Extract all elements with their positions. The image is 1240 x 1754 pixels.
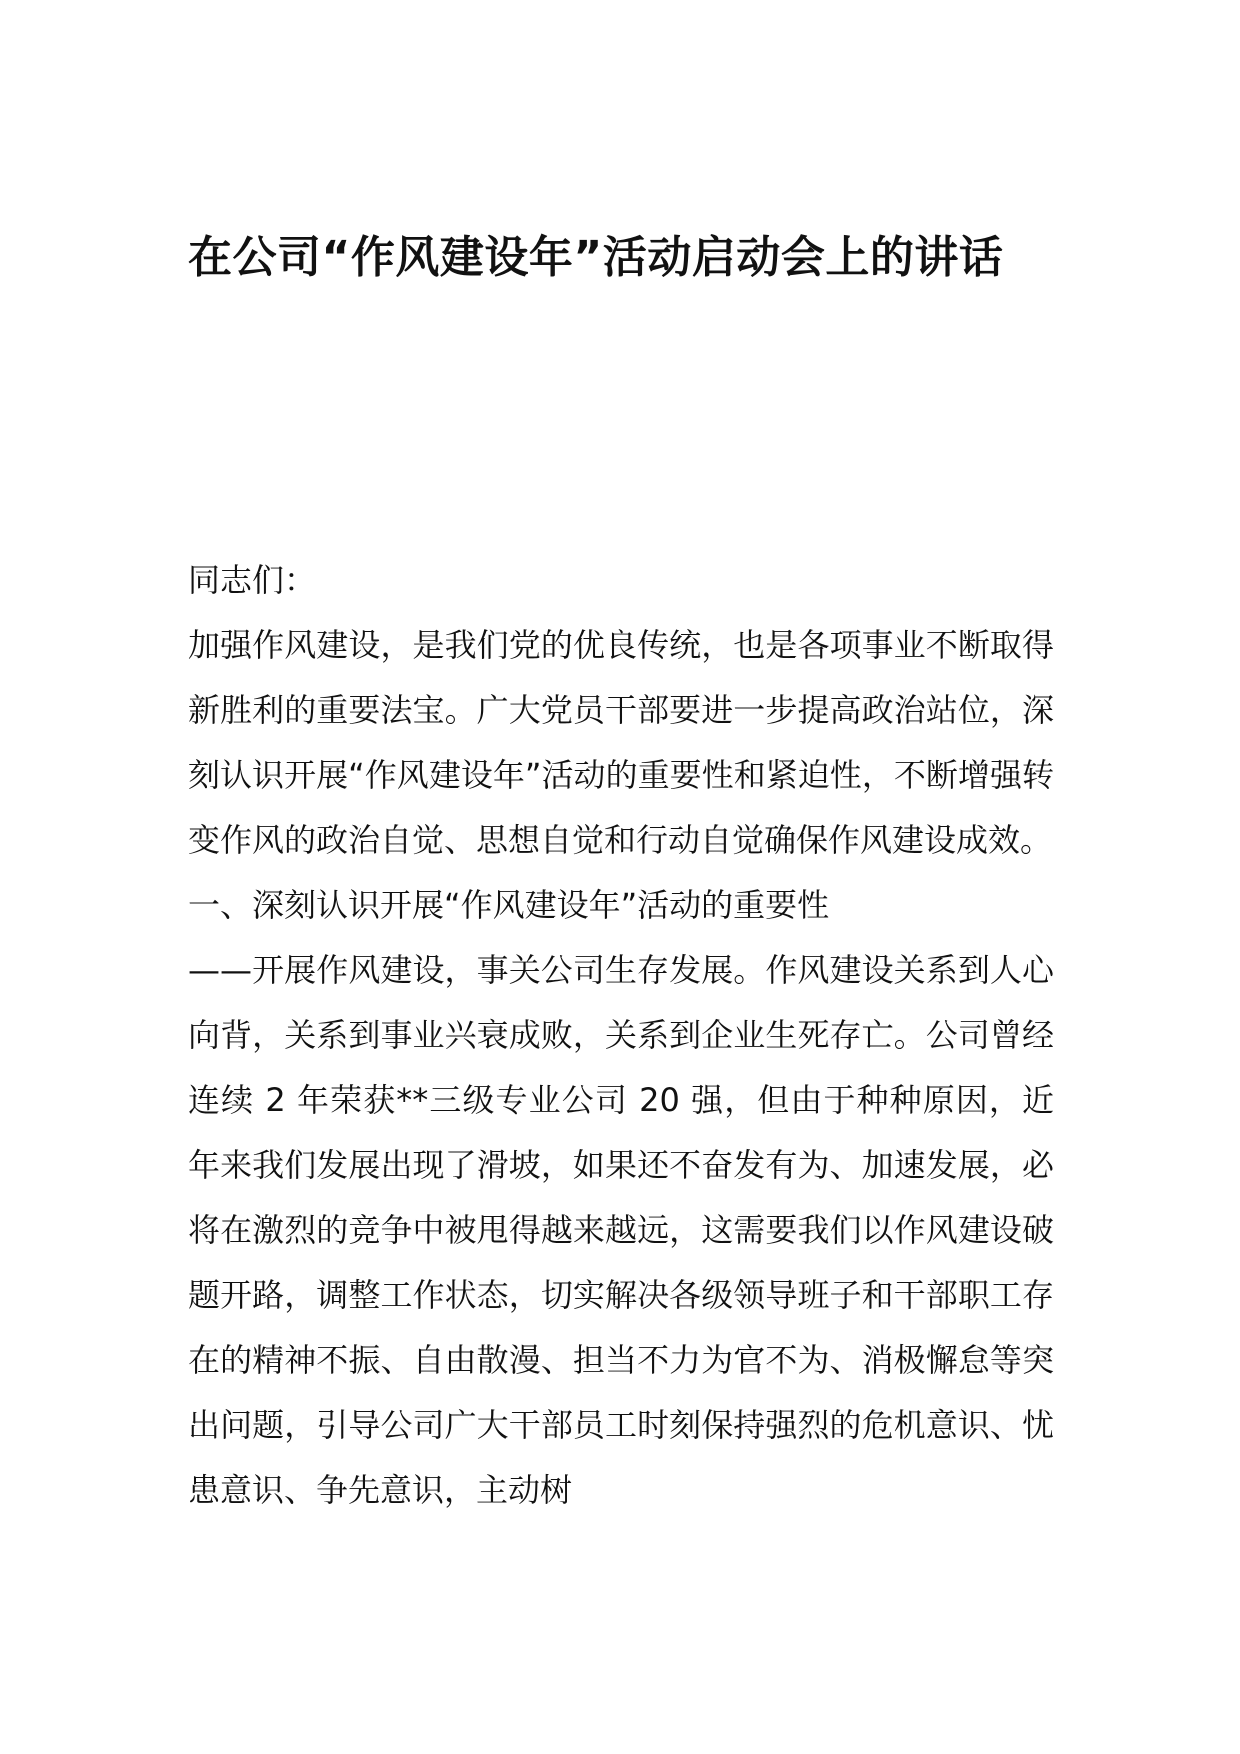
section-heading: 一、深刻认识开展“作风建设年”活动的重要性 — [188, 886, 830, 924]
paragraph-intro: 加强作风建设，是我们党的优良传统，也是各项事业不断取得新胜利的重要法宝。广大党员干部要进一步提高政治站位，深刻认识开展“作风建设年”活动的重要性和紧迫性，不断增强转变作风的政治自觉、思想自觉和行动自觉确保作风建设成效。 — [188, 626, 1054, 859]
document-title: 在公司“作风建设年”活动启动会上的讲话 — [188, 232, 1004, 283]
document-body — [188, 548, 1054, 1523]
salutation: 同志们： — [188, 561, 317, 599]
paragraph-section-one: ——开展作风建设，事关公司生存发展。作风建设关系到人心向背，关系到事业兴衰成败，关系到企业生死存亡。公司曾经连续 2 年荣获**三级专业公司 20 强，但由于种种原因，近年来我们发展出现了滑坡，如果还不奋发有为、加速发展，必将在激烈的竞争中被甩得越来越远，这需要我们以作风建设破题开路，调整工作状态，切实解决各级领导班子和干部职工存在的精神不振、自由散漫、担当不力为官不为、消极懈怠等突出问题，引导公司广大干部员工时刻保持强烈的危机意识、忧患意识、争先意识，主动树 — [188, 951, 1054, 1509]
